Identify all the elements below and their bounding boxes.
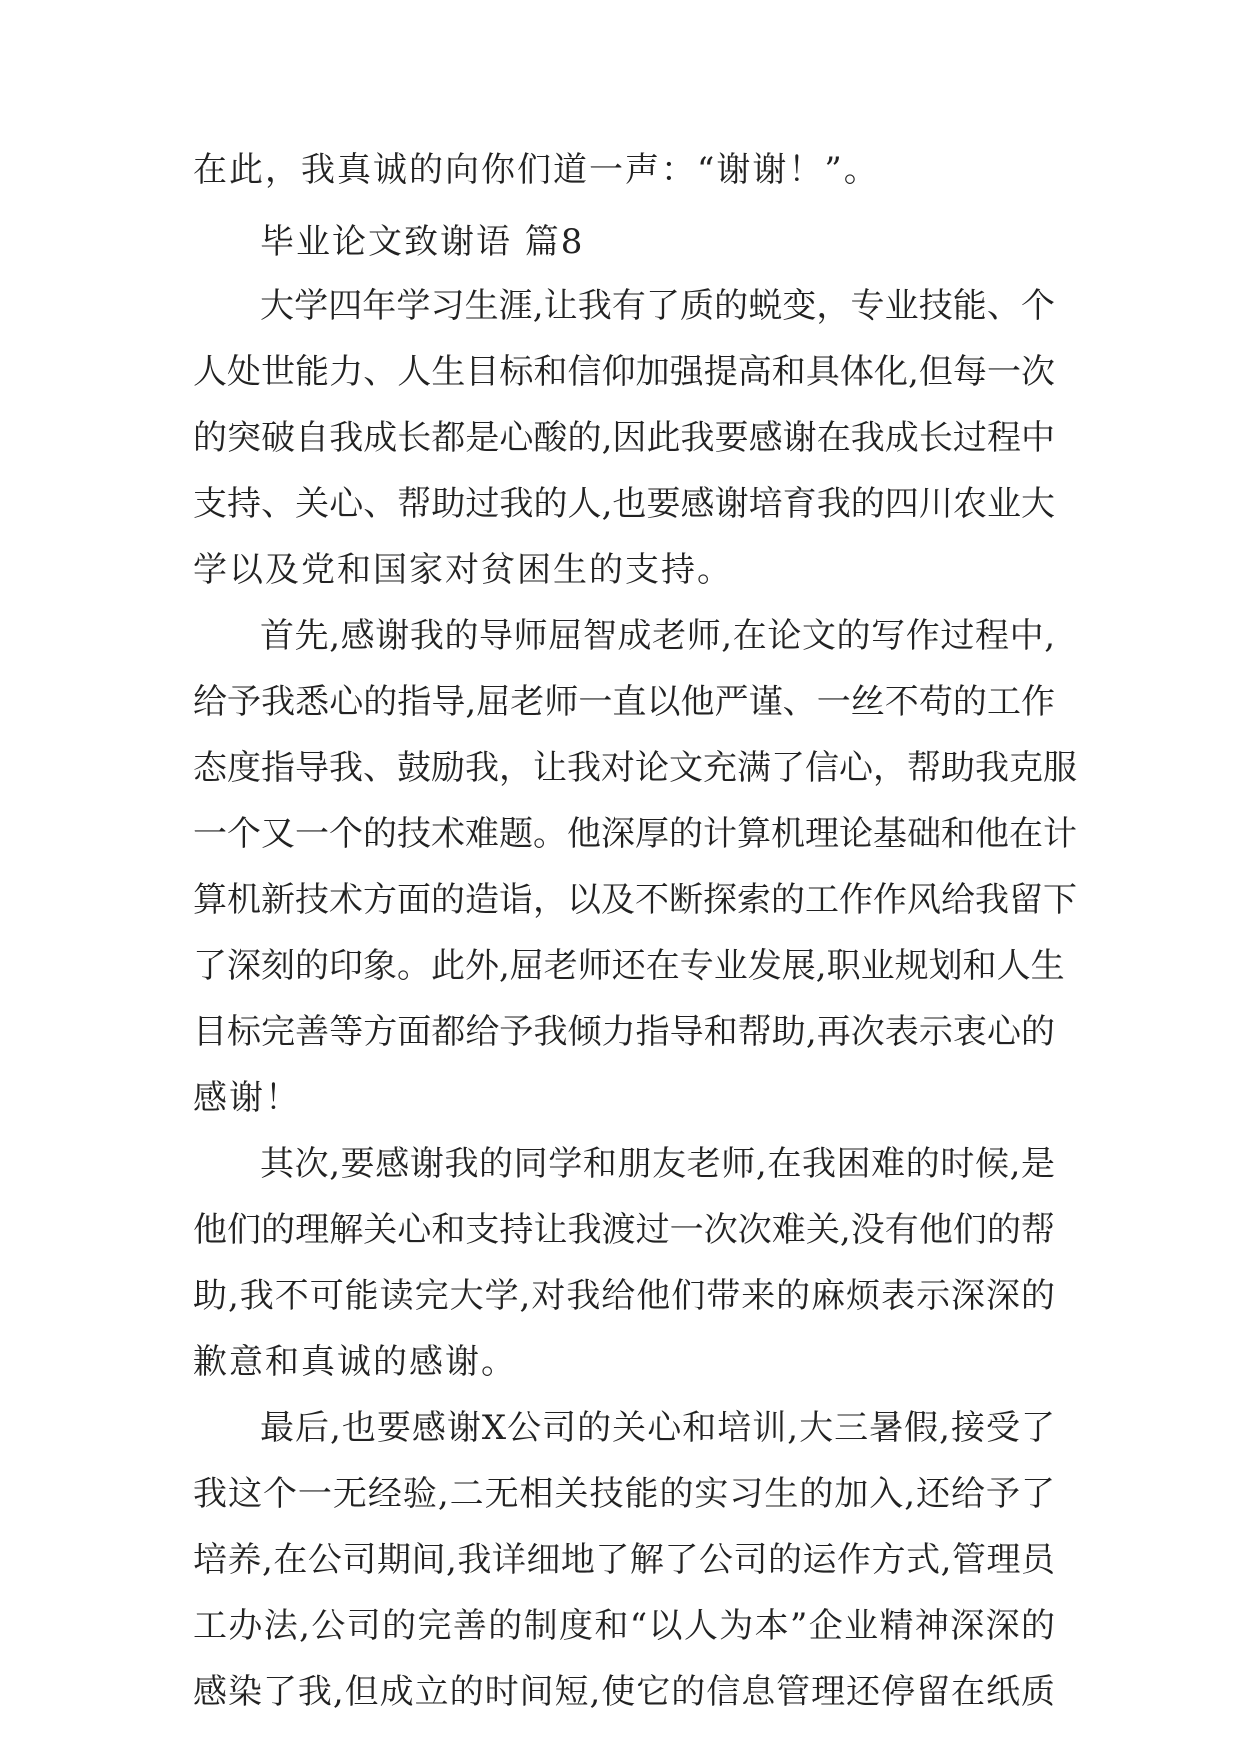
section-heading: 毕业论文致谢语 篇8 xyxy=(260,222,585,262)
paragraph-line: 人处世能力、人生目标和信仰加强提高和具体化,但每一次 xyxy=(193,352,1055,392)
paragraph-line: 首先,感谢我的导师屈智成老师,在论文的写作过程中, xyxy=(260,616,1055,656)
paragraph-line: 大学四年学习生涯,让我有了质的蜕变，专业技能、个 xyxy=(260,286,1055,326)
paragraph-line: 助,我不可能读完大学,对我给他们带来的麻烦表示深深的 xyxy=(193,1276,1055,1316)
paragraph-line: 学以及党和国家对贫困生的支持。 xyxy=(193,550,733,590)
paragraph-line: 的突破自我成长都是心酸的,因此我要感谢在我成长过程中 xyxy=(193,418,1055,458)
paragraph-line: 最后,也要感谢X公司的关心和培训,大三暑假,接受了 xyxy=(260,1408,1055,1448)
text-line: 在此，我真诚的向你们道一声：“谢谢！”。 xyxy=(193,150,880,190)
paragraph-line: 培养,在公司期间,我详细地了解了公司的运作方式,管理员 xyxy=(193,1540,1055,1580)
paragraph-line: 给予我悉心的指导,屈老师一直以他严谨、一丝不苟的工作 xyxy=(193,682,1055,722)
paragraph-line: 他们的理解关心和支持让我渡过一次次难关,没有他们的帮 xyxy=(193,1210,1055,1250)
paragraph-line: 了深刻的印象。此外,屈老师还在专业发展,职业规划和人生 xyxy=(193,946,1065,986)
paragraph-line: 算机新技术方面的造诣，以及不断探索的工作作风给我留下 xyxy=(193,880,1077,920)
paragraph-line: 其次,要感谢我的同学和朋友老师,在我困难的时候,是 xyxy=(260,1144,1055,1184)
paragraph-line: 支持、关心、帮助过我的人,也要感谢培育我的四川农业大 xyxy=(193,484,1055,524)
paragraph-line: 歉意和真诚的感谢。 xyxy=(193,1342,517,1382)
paragraph-line: 一个又一个的技术难题。他深厚的计算机理论基础和他在计 xyxy=(193,814,1077,854)
paragraph-line: 态度指导我、鼓励我，让我对论文充满了信心，帮助我克服 xyxy=(193,748,1077,788)
paragraph-line: 目标完善等方面都给予我倾力指导和帮助,再次表示衷心的 xyxy=(193,1012,1055,1052)
paragraph-line: 工办法,公司的完善的制度和“以人为本”企业精神深深的 xyxy=(193,1606,1055,1646)
paragraph-line: 感谢！ xyxy=(193,1078,301,1118)
paragraph-line: 我这个一无经验,二无相关技能的实习生的加入,还给予了 xyxy=(193,1474,1055,1514)
paragraph-line: 感染了我,但成立的时间短,使它的信息管理还停留在纸质 xyxy=(193,1672,1055,1712)
